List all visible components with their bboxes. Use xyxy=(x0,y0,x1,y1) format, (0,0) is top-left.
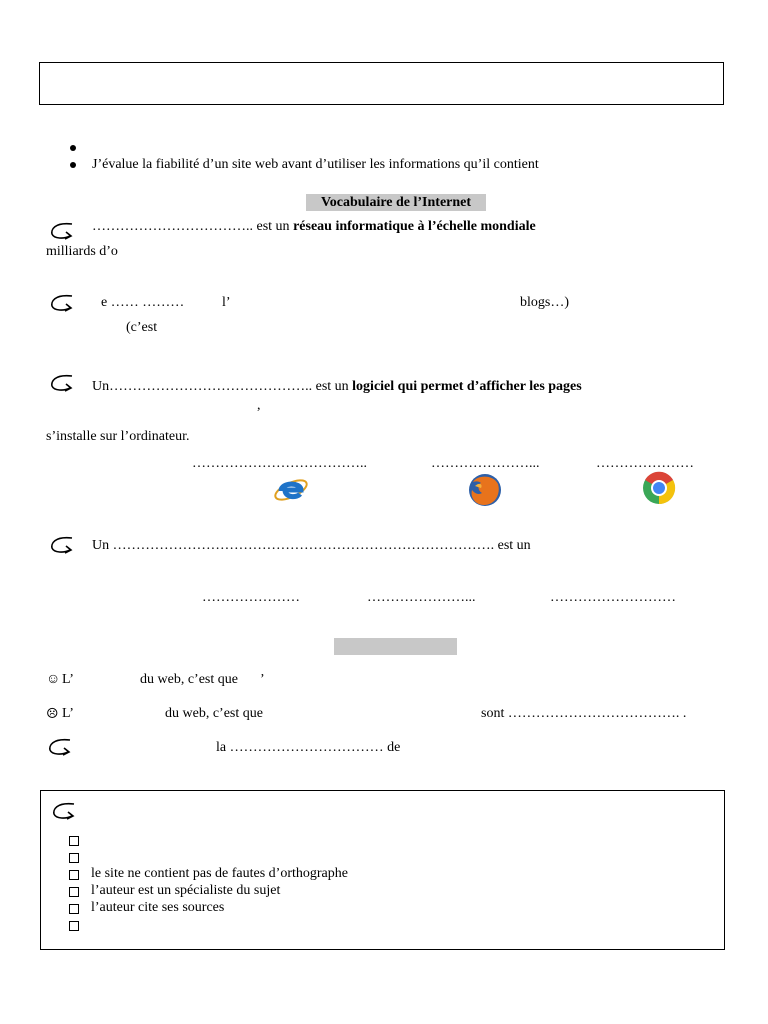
web-part3: blogs…) xyxy=(520,295,569,310)
title-box xyxy=(39,62,724,105)
curved-arrow-icon xyxy=(50,800,78,822)
web-line2: (c’est xyxy=(126,320,158,335)
browser-line3: s’installe sur l’ordinateur. xyxy=(46,429,190,444)
curved-arrow-icon xyxy=(46,736,74,758)
browser-blank: Un…………………………………….. est un xyxy=(92,379,353,394)
frown-icon: ☹ xyxy=(46,707,59,722)
curved-arrow-icon xyxy=(48,372,76,394)
internet-line2: milliards d’o xyxy=(46,244,118,259)
browser-comma: , xyxy=(257,398,261,413)
bullet-2 xyxy=(70,162,76,168)
internet-blank: …………………………….. est un xyxy=(92,219,294,234)
criteria-checkbox-3[interactable] xyxy=(69,870,79,880)
search-blank-1: ………………… xyxy=(202,590,300,605)
browser-blank-2: …………………... xyxy=(431,456,540,471)
advantages-l: L’ xyxy=(62,672,74,687)
bullet-1 xyxy=(70,145,76,151)
smiley-icon: ☺ xyxy=(46,672,61,687)
internet-bold: réseau informatique à l’échelle mondiale xyxy=(293,219,536,234)
firefox-icon xyxy=(467,472,503,508)
disadvantages-tail: sont ………………………………. . xyxy=(481,706,687,721)
criteria-item-5: l’auteur cite ses sources xyxy=(91,900,225,915)
chrome-icon xyxy=(641,470,677,506)
browser-blank-1: ……………………………….. xyxy=(192,456,367,471)
criteria-checkbox-5[interactable] xyxy=(69,904,79,914)
criteria-checkbox-4[interactable] xyxy=(69,887,79,897)
internet-definition xyxy=(92,219,536,235)
search-blank-3: ……………………… xyxy=(550,590,676,605)
disadvantages-text: du web, c’est que xyxy=(165,706,263,721)
criteria-checkbox-6[interactable] xyxy=(69,921,79,931)
curved-arrow-icon xyxy=(48,534,76,556)
internet-explorer-icon xyxy=(273,472,309,508)
section-heading-bar xyxy=(334,638,457,655)
search-blank-2: …………………... xyxy=(367,590,476,605)
criteria-item-4: l’auteur est un spécialiste du sujet xyxy=(91,883,281,898)
vocabulary-heading: Vocabulaire de l’Internet xyxy=(306,194,486,211)
objective-2: J’évalue la fiabilité d’un site web avant d’utiliser les informations qu’il contient xyxy=(92,157,539,172)
curved-arrow-icon xyxy=(48,292,76,314)
criteria-checkbox-2[interactable] xyxy=(69,853,79,863)
curved-arrow-icon xyxy=(48,220,76,242)
browser-bold: logiciel qui permet d’afficher les pages xyxy=(352,379,582,394)
web-part2: l’ xyxy=(222,295,231,310)
search-definition: Un ………………………………………………………………………. est un xyxy=(92,538,531,553)
criteria-checkbox-1[interactable] xyxy=(69,836,79,846)
web-part1: e …… ……… xyxy=(101,295,185,310)
advantages-text: du web, c’est que xyxy=(140,672,238,687)
advantages-apostrophe: ’ xyxy=(260,672,265,687)
criteria-item-3: le site ne contient pas de fautes d’orthographe xyxy=(91,866,348,881)
browser-blank-3: ………………… xyxy=(596,456,694,471)
disadvantages-l: L’ xyxy=(62,706,74,721)
browser-definition xyxy=(92,379,582,395)
conclusion-text: la …………………………… de xyxy=(216,740,401,755)
